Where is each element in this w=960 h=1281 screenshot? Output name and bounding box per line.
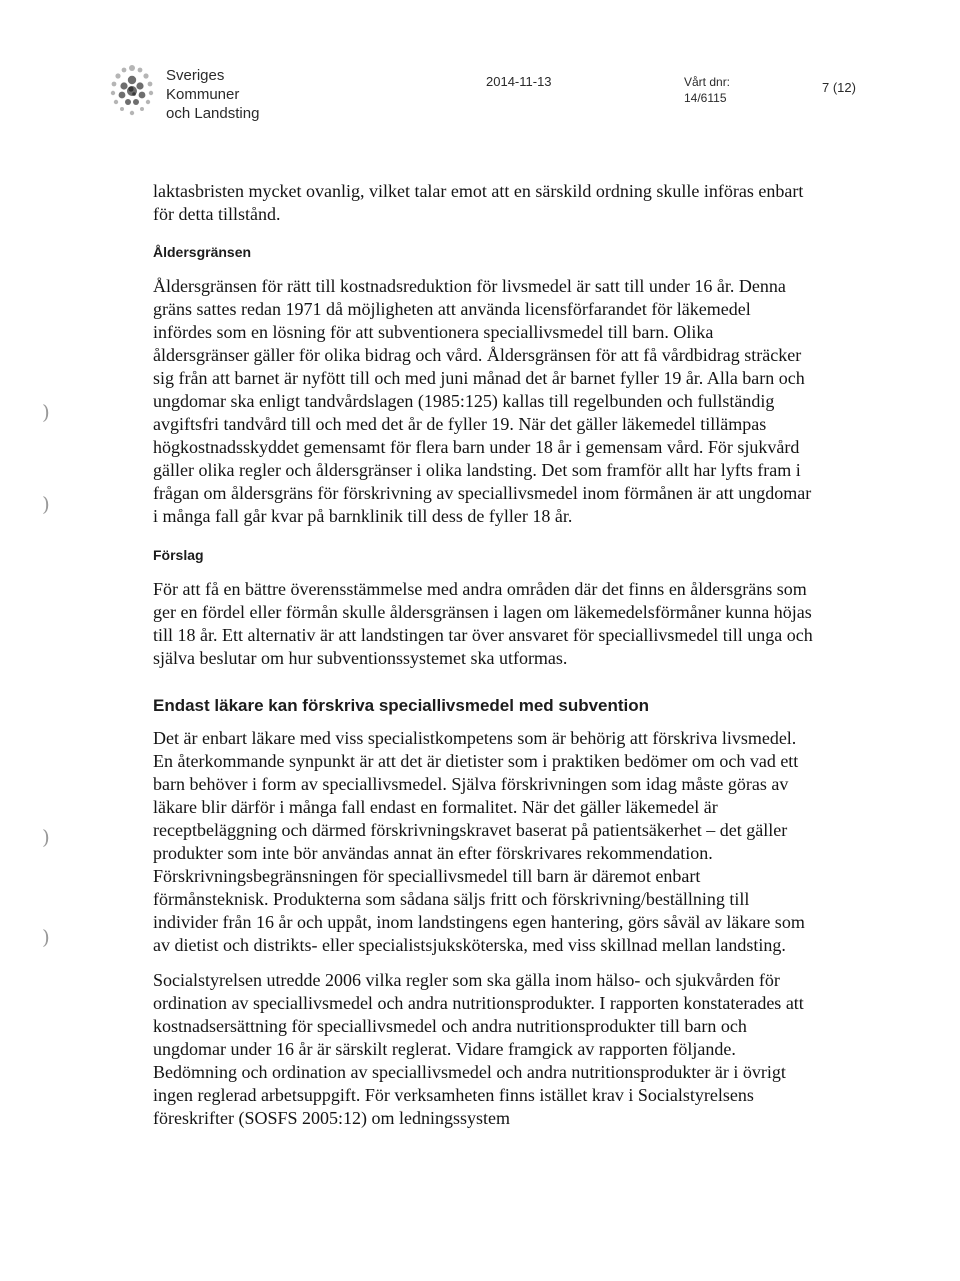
- scan-punch-hole-mark: ): [42, 492, 50, 516]
- paragraph-socialstyrelsen: Socialstyrelsen utredde 2006 vilka regler som ska gälla inom hälso- och sjukvården för ordination av speciallivsmedel och andra nutritionsprodukter. I rapporten konstaterades att kostnadsersättning för speciallivsmedel och andra nutritionsprodukter till barn och ungdomar under 16 år är särskilt reglerat. Vidare framgick av rapporten följande. Bedömning och ordination av speciallivsmedel och andra nutritionsprodukter är i övrigt ingen reglerad arbetsuppgift. För verksamheten finns istället krav i Socialstyrelsens föreskrifter (SOSFS 2005:12) om ledningssystem: [153, 970, 804, 1128]
- scan-punch-hole-mark: ): [42, 925, 50, 949]
- organization-name: [166, 66, 259, 123]
- paragraph-aldersgransen: Åldersgränsen för rätt till kostnadsreduktion för livsmedel är satt till under 16 år. Denna gräns sattes redan 1971 då möjligheten att använda licensförfarandet för läkemedel infördes som en lösning för att subventionera speciallivsmedel till barn. Olika åldersgränser gäller för olika bidrag och vård. Åldersgränsen för att få vårdbidrag sträcker sig från att barnet är nyfött till och med juni månad det år barnet fyller 19 år. Alla barn och ungdomar ska enligt tandvårdslagen (1985:125) kallas till regelbunden och fullständig avgiftsfri tandvård till och med det år de fyller 19. När det gäller läkemedel tillämpas högkostnadsskyddet gemensamt för flera barn under 18 år i gemensam vård. För sjukvård gäller olika regler och åldersgränser i olika landsting. Det som framför allt har lyfts fram i frågan om åldersgräns för förskrivning av speciallivsmedel inom förmånen är att ungdomar i många fall går kvar på barnklinik till dess de fyller 18 år.: [153, 276, 812, 526]
- reference-number: [684, 74, 730, 106]
- heading-aldersgransen: Åldersgränsen: [153, 244, 252, 260]
- page-number: 7 (12): [822, 80, 856, 95]
- document-body: [153, 180, 813, 1130]
- document-date: 2014-11-13: [486, 74, 552, 89]
- reference-label: Vårt dnr:: [684, 75, 731, 89]
- org-line-1: Sveriges: [166, 67, 225, 84]
- reference-value: 14/6115: [684, 91, 727, 105]
- skl-logo-icon: [104, 58, 160, 122]
- org-line-2: Kommuner: [166, 86, 240, 103]
- scan-punch-hole-mark: ): [42, 400, 50, 424]
- paragraph-endast-lakare: Det är enbart läkare med viss specialistkompetens som är behörig att förskriva livsmedel. En återkommande synpunkt är att det är dietister som i praktiken bedömer om och vad ett barn behöver i form av speciallivsmedel. Själva förskrivningen som idag måste göras av läkare blir därför i många fall endast en formalitet. När det gäller läkemedel är receptbeläggning och därmed förskrivningskravet baserat på patientsäkerhet – det gäller produkter som inte bör användas annat än efter förskrivares rekommendation. Förskrivningsbegränsningen för speciallivsmedel till barn är däremot enbart förmånsteknisk. Produkterna som sådana säljs fritt och förskrivning/beställning till individer från 16 år och uppåt, inom landstingens egen hantering, görs såväl av läkare som av dietist och distrikts- eller specialistsjuksköterska, med viss skillnad mellan landsting.: [153, 728, 805, 955]
- paragraph-forslag: För att få en bättre överensstämmelse med andra områden där det finns en åldersgräns som ger en fördel eller förmån skulle åldersgränsen i lagen om läkemedelsförmåner kunna höjas till 18 år. Ett alternativ är att landstingen tar över ansvaret för speciallivsmedel till unga och själva beslutar om hur subventionssystemet ska utformas.: [153, 579, 813, 668]
- org-line-3: och Landsting: [166, 105, 260, 122]
- scan-punch-hole-mark: ): [42, 825, 50, 849]
- heading-forslag: Förslag: [153, 547, 204, 563]
- paragraph-intro: laktasbristen mycket ovanlig, vilket talar emot att en särskild ordning skulle införas enbart för detta tillstånd.: [153, 181, 804, 224]
- heading-endast-lakare: Endast läkare kan förskriva speciallivsmedel med subvention: [153, 696, 650, 715]
